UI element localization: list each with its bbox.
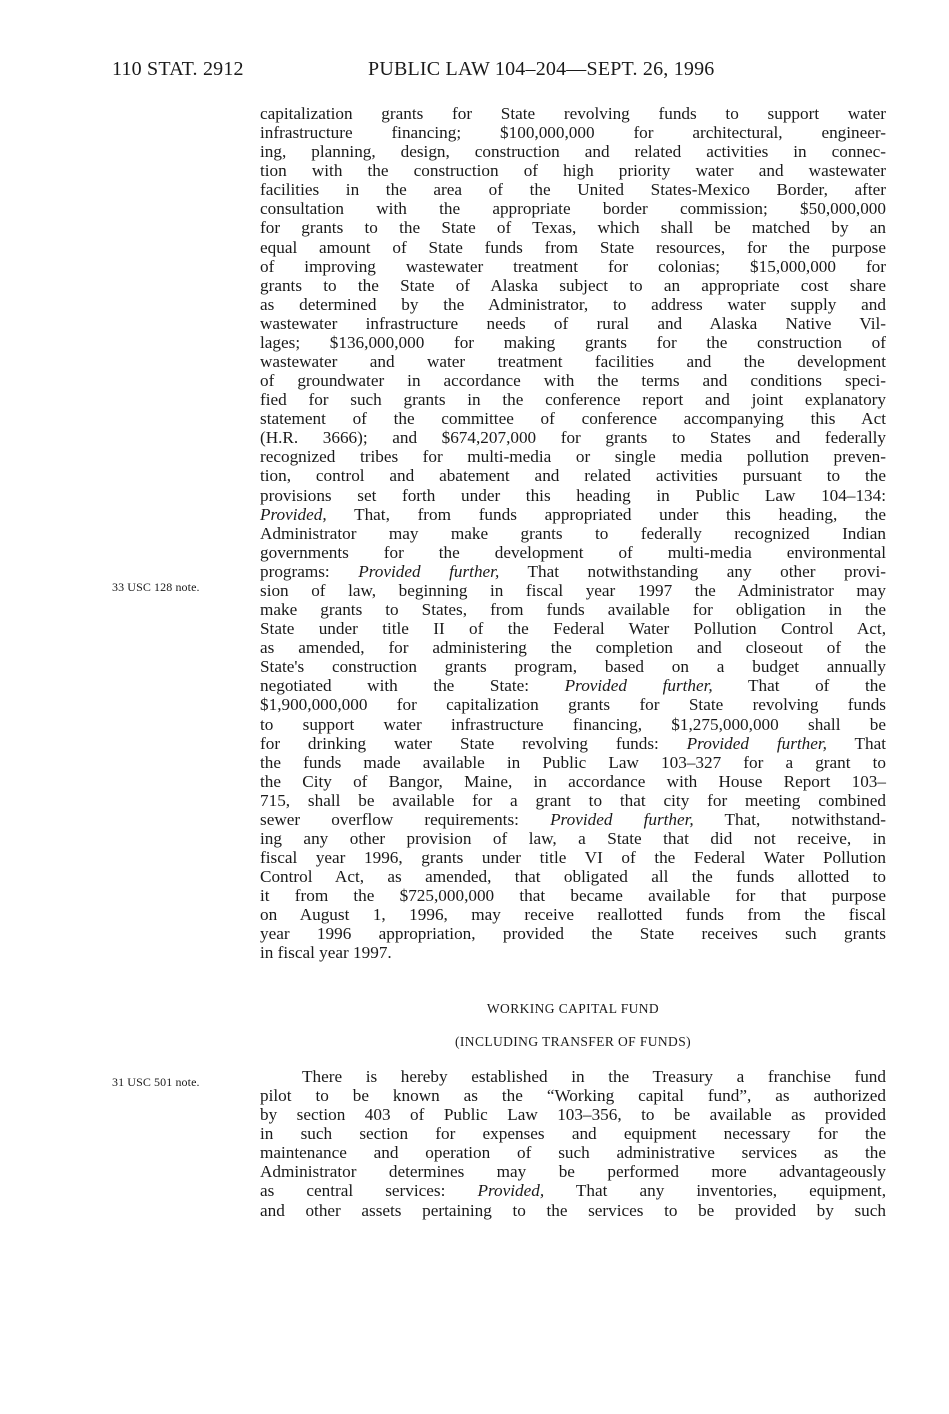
- text-line: lages; $136,000,000 for making grants for the construction of: [260, 332, 886, 352]
- text-line: (H.R. 3666); and $674,207,000 for grants to States and federally: [260, 428, 886, 448]
- text-line: tion with the construction of high priority water and wastewater: [260, 161, 886, 181]
- text-run: sewer overflow requirements:: [260, 809, 551, 829]
- text-line: tion, control and abatement and related activities pursuant to the: [260, 466, 886, 486]
- text-line: State under title II of the Federal Water Pollution Control Act,: [260, 619, 886, 639]
- text-run: negotiated with the State:: [260, 676, 565, 696]
- text-line: equal amount of State funds from State resources, for the purpose: [260, 237, 886, 257]
- text-run: That notwithstanding any other provi-: [499, 561, 886, 581]
- text-line: [260, 562, 886, 581]
- page-header: [112, 58, 892, 88]
- text-line: it from the $725,000,000 that became available for that purpose: [260, 886, 886, 906]
- text-line: maintenance and operation of such administrative services as the: [260, 1143, 886, 1163]
- text-line: for grants to the State of Texas, which shall be matched by an: [260, 218, 886, 238]
- paragraph-working-capital-fund: [260, 1067, 886, 1220]
- text-run: programs:: [260, 561, 359, 581]
- text-line: statement of the committee of conference accompanying this Act: [260, 409, 886, 429]
- text-line: recognized tribes for multi-media or single media pollution preven-: [260, 447, 886, 467]
- text-line: $1,900,000,000 for capitalization grants for State revolving funds: [260, 695, 886, 715]
- text-line: infrastructure financing; $100,000,000 for architectural, engineer-: [260, 123, 886, 143]
- text-line: sion of law, beginning in fiscal year 1997 the Administrator may: [260, 580, 886, 600]
- text-line: on August 1, 1996, may receive reallotted funds from the fiscal: [260, 905, 886, 925]
- text-line: wastewater infrastructure needs of rural and Alaska Native Vil-: [260, 313, 886, 333]
- text-line: the City of Bangor, Maine, in accordance with House Report 103–: [260, 771, 886, 791]
- text-line: by section 403 of Public Law 103–356, to be available as provided: [260, 1105, 886, 1125]
- section-subheading: (INCLUDING TRANSFER OF FUNDS): [455, 1034, 691, 1049]
- italic-proviso: Provided further,: [550, 809, 694, 829]
- section-heading: WORKING CAPITAL FUND: [486, 1001, 660, 1016]
- margin-note-33-usc: 33 USC 128 note.: [112, 580, 200, 594]
- text-run: That, from funds appropriated under this heading, the: [326, 504, 886, 524]
- text-line: to support water infrastructure financing, $1,275,000,000 shall be: [260, 714, 886, 734]
- text-line: pilot to be known as the “Working capital fund”, as authorized: [260, 1086, 886, 1106]
- italic-proviso: Provided further,: [358, 561, 500, 581]
- text-run: That of the: [712, 676, 886, 696]
- paragraph-appropriations: [260, 104, 886, 963]
- text-line: wastewater and water treatment facilities and the development: [260, 352, 886, 372]
- statute-page-number: 110 STAT. 2912: [112, 58, 244, 80]
- text-line: of groundwater in accordance with the terms and conditions speci-: [260, 371, 886, 391]
- text-line: ing any other provision of law, a State that did not receive, in: [260, 828, 886, 848]
- text-line: the funds made available in Public Law 103–327 for a grant to: [260, 752, 886, 772]
- text-line: There is hereby established in the Treasury a franchise fund: [302, 1067, 886, 1086]
- text-line: provisions set forth under this heading in Public Law 104–134:: [260, 485, 886, 505]
- text-line: fied for such grants in the conference report and joint explanatory: [260, 390, 886, 410]
- text-line: governments for the development of multi-media environmental: [260, 542, 886, 562]
- text-line: fiscal year 1996, grants under title VI of the Federal Water Pollution: [260, 848, 886, 868]
- text-line: in such section for expenses and equipment necessary for the: [260, 1124, 886, 1144]
- text-line: [260, 676, 886, 695]
- text-line: [260, 505, 886, 524]
- text-line: Control Act, as amended, that obligated all the funds allotted to: [260, 867, 886, 887]
- text-line: year 1996 appropriation, provided the State receives such grants: [260, 924, 886, 944]
- italic-proviso: Provided further,: [686, 733, 827, 753]
- text-run: for drinking water State revolving funds:: [260, 733, 687, 753]
- text-line: State's construction grants program, based on a budget annually: [260, 657, 886, 677]
- text-line: Administrator determines may be performed more advantageously: [260, 1162, 886, 1182]
- text-run: as central services:: [260, 1181, 478, 1201]
- text-line: ing, planning, design, construction and related activities in connec-: [260, 142, 886, 162]
- text-run: That, notwithstand-: [693, 809, 886, 829]
- text-line: as amended, for administering the completion and closeout of the: [260, 638, 886, 658]
- text-line: [260, 1181, 886, 1200]
- italic-proviso: Provided further,: [564, 676, 713, 696]
- text-run: That any inventories, equipment,: [544, 1181, 886, 1201]
- text-line: [260, 734, 886, 753]
- text-line: 715, shall be available for a grant to that city for meeting combined: [260, 790, 886, 810]
- public-law-title: PUBLIC LAW 104–204—SEPT. 26, 1996: [368, 58, 715, 80]
- text-line: and other assets pertaining to the services to be provided by such: [260, 1200, 886, 1220]
- text-line: consultation with the appropriate border commission; $50,000,000: [260, 199, 886, 219]
- text-line: of improving wastewater treatment for colonias; $15,000,000 for: [260, 256, 886, 276]
- text-line: [260, 810, 886, 829]
- text-line: Administrator may make grants to federally recognized Indian: [260, 523, 886, 543]
- text-line: make grants to States, from funds available for obligation in the: [260, 600, 886, 620]
- text-line: as determined by the Administrator, to address water supply and: [260, 294, 886, 314]
- text-line: in fiscal year 1997.: [260, 943, 392, 963]
- text-run: That: [826, 733, 886, 753]
- text-line: capitalization grants for State revolving funds to support water: [260, 104, 886, 123]
- text-line: facilities in the area of the United States-Mexico Border, after: [260, 180, 886, 200]
- italic-proviso: Provided,: [477, 1181, 545, 1201]
- margin-note-31-usc: 31 USC 501 note.: [112, 1075, 200, 1089]
- italic-proviso: Provided,: [260, 504, 327, 524]
- text-line: grants to the State of Alaska subject to an appropriate cost share: [260, 275, 886, 295]
